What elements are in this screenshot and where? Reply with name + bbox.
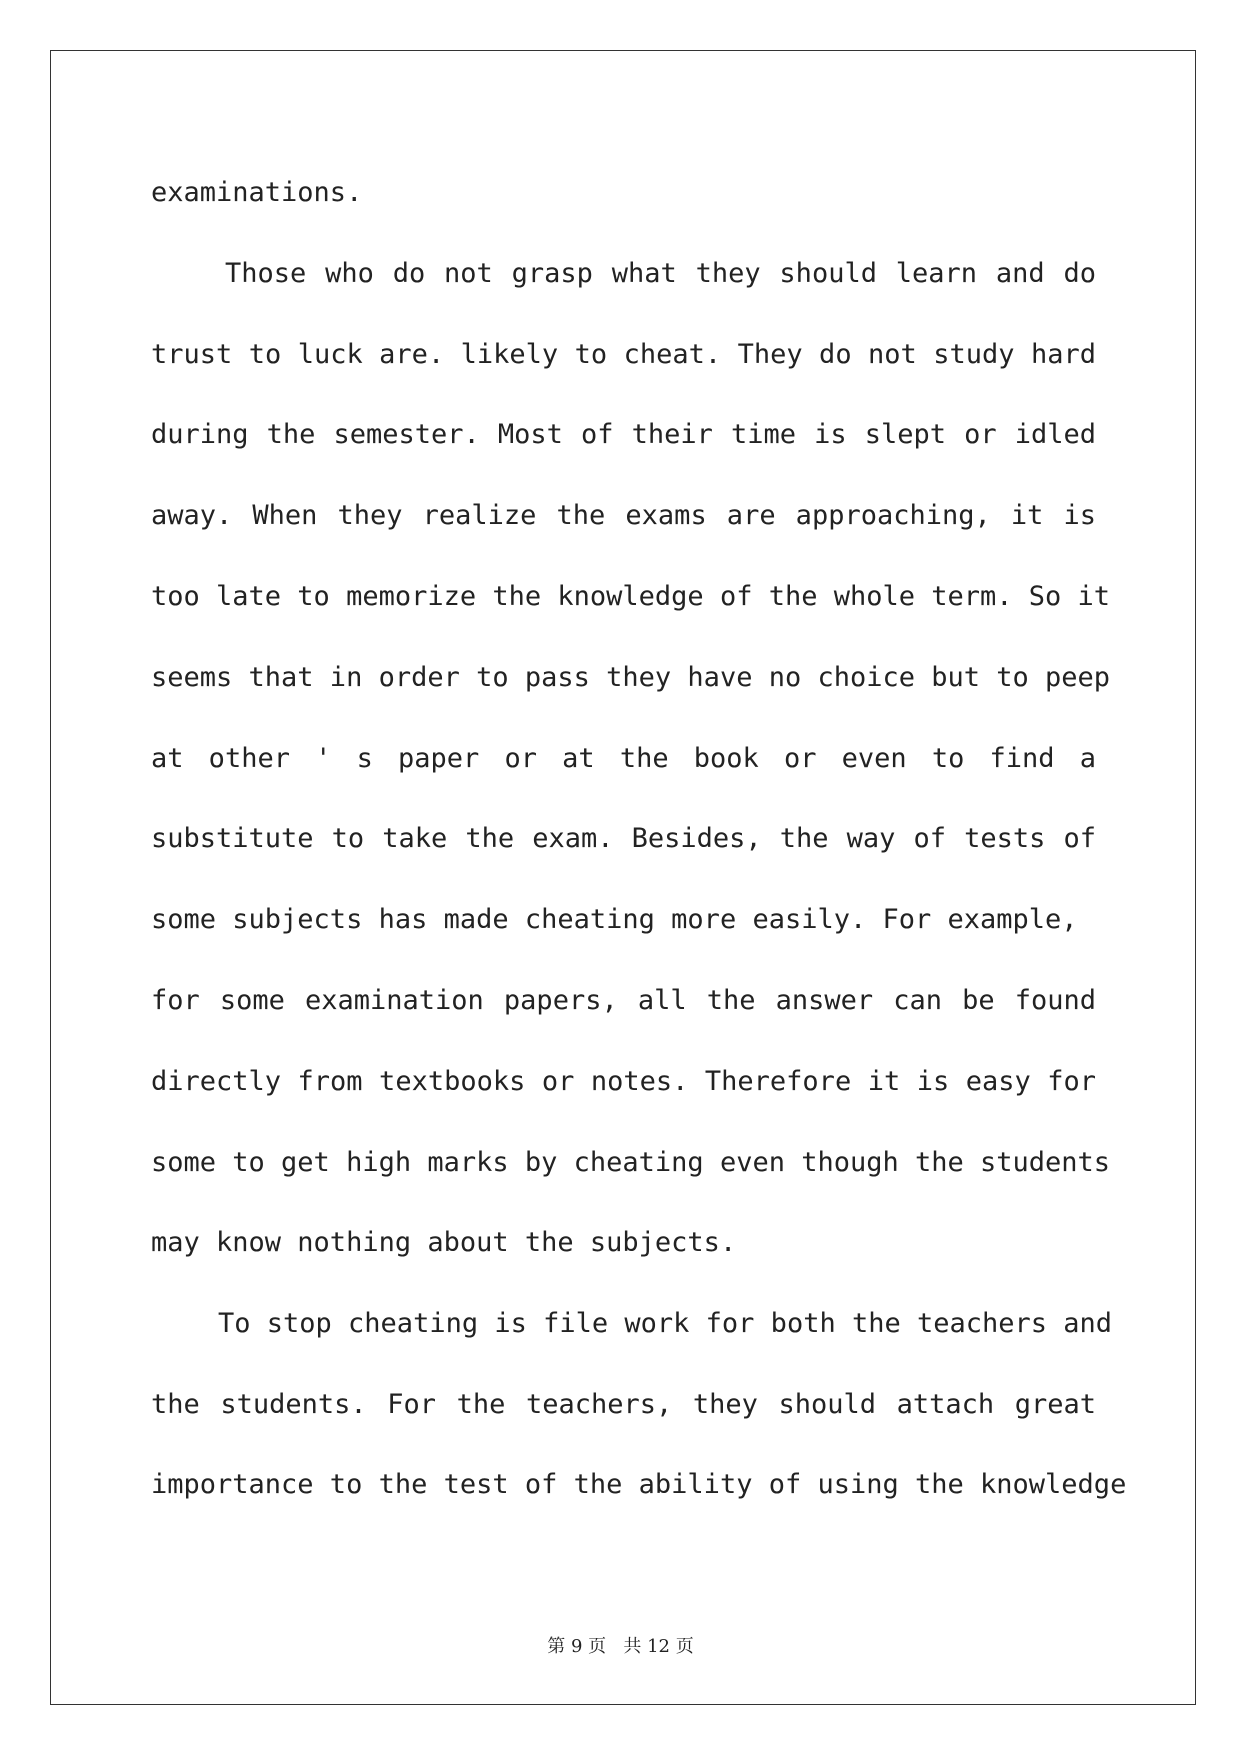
text-line: at other ' s paper or at the book or even to find a <box>151 743 1096 774</box>
text-line: directly from textbooks or notes. Therefore it is easy for <box>151 1066 1096 1097</box>
text-line: substitute to take the exam. Besides, the way of tests of <box>151 823 1096 854</box>
page-border <box>50 50 1196 1705</box>
page-number: 第 9 页 共 12 页 <box>547 1636 694 1657</box>
text-line: Those who do not grasp what they should learn and do <box>225 258 1096 289</box>
text-line: seems that in order to pass they have no choice but to peep <box>151 662 1111 693</box>
text-line: examinations. <box>151 177 363 208</box>
text-line: importance to the test of the ability of using the knowledge <box>151 1469 1127 1500</box>
text-line: some subjects has made cheating more easily. For example, <box>151 904 1078 935</box>
text-line: some to get high marks by cheating even though the students <box>151 1147 1111 1178</box>
text-line: away. When they realize the exams are approaching, it is <box>151 500 1096 531</box>
text-line: during the semester. Most of their time is slept or idled <box>151 419 1096 450</box>
text-line: trust to luck are. likely to cheat. They do not study hard <box>151 339 1096 370</box>
text-line: the students. For the teachers, they should attach great <box>151 1389 1096 1420</box>
text-line: too late to memorize the knowledge of the whole term. So it <box>151 581 1111 612</box>
text-line: To stop cheating is file work for both the teachers and <box>218 1308 1113 1339</box>
text-line: for some examination papers, all the answer can be found <box>151 985 1096 1016</box>
text-line: may know nothing about the subjects. <box>151 1227 737 1258</box>
